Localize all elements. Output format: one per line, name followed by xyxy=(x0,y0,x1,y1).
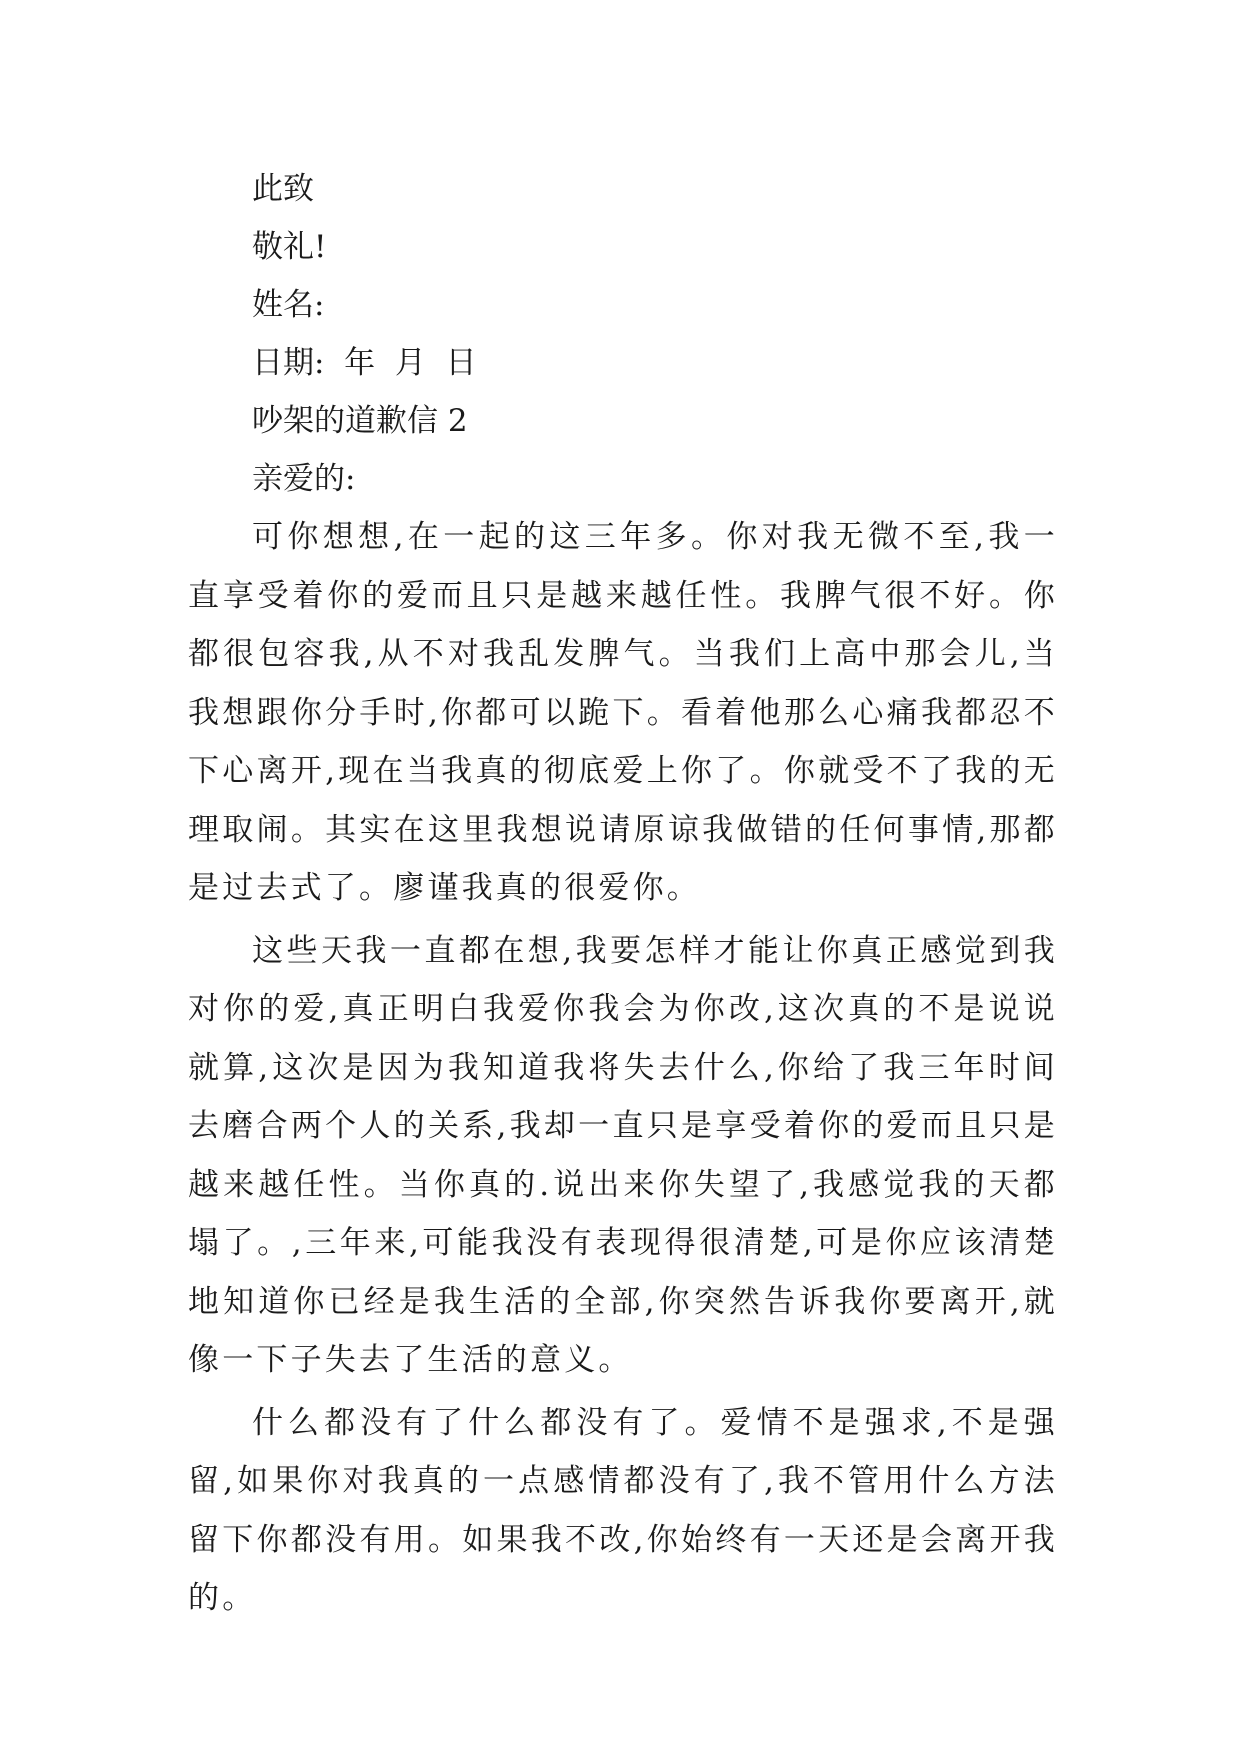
body-paragraph-1: 可你想想,在一起的这三年多。你对我无微不至,我一直享受着你的爱而且只是越来越任性。我脾气很不好。你都很包容我,从不对我乱发脾气。当我们上高中那会儿,当我想跟你分手时,你都可以跪下。看着他那么心痛我都忍不下心离开,现在当我真的彻底爱上你了。你就受不了我的无理取闹。其实在这里我想说请原谅我做错的任何事情,那都是过去式了。廖谨我真的很爱你。 xyxy=(188,519,1058,906)
letter-greeting: 亲爱的: xyxy=(252,461,356,497)
body-paragraph-3: 什么都没有了什么都没有了。爱情不是强求,不是强留,如果你对我真的一点感情都没有了,我不管用什么方法留下你都没有用。如果我不改,你始终有一天还是会离开我的。 xyxy=(188,1404,1058,1616)
letter-body xyxy=(188,160,1058,1632)
closing-salutation: 此致 xyxy=(252,171,314,207)
signature-date-label: 日期: 年 月 日 xyxy=(252,345,477,381)
letter-title: 吵架的道歉信 2 xyxy=(252,403,468,439)
closing-respect: 敬礼! xyxy=(252,229,327,265)
signature-name-label: 姓名: xyxy=(252,287,325,323)
body-paragraph-2: 这些天我一直都在想,我要怎样才能让你真正感觉到我对你的爱,真正明白我爱你我会为你改,这次真的不是说说就算,这次是因为我知道我将失去什么,你给了我三年时间去磨合两个人的关系,我却一直只是享受着你的爱而且只是越来越任性。当你真的.说出来你失望了,我感觉我的天都塌了。,三年来,可能我没有表现得很清楚,可是你应该清楚地知道你已经是我生活的全部,你突然告诉我你要离开,就像一下子失去了生活的意义。 xyxy=(188,932,1058,1378)
